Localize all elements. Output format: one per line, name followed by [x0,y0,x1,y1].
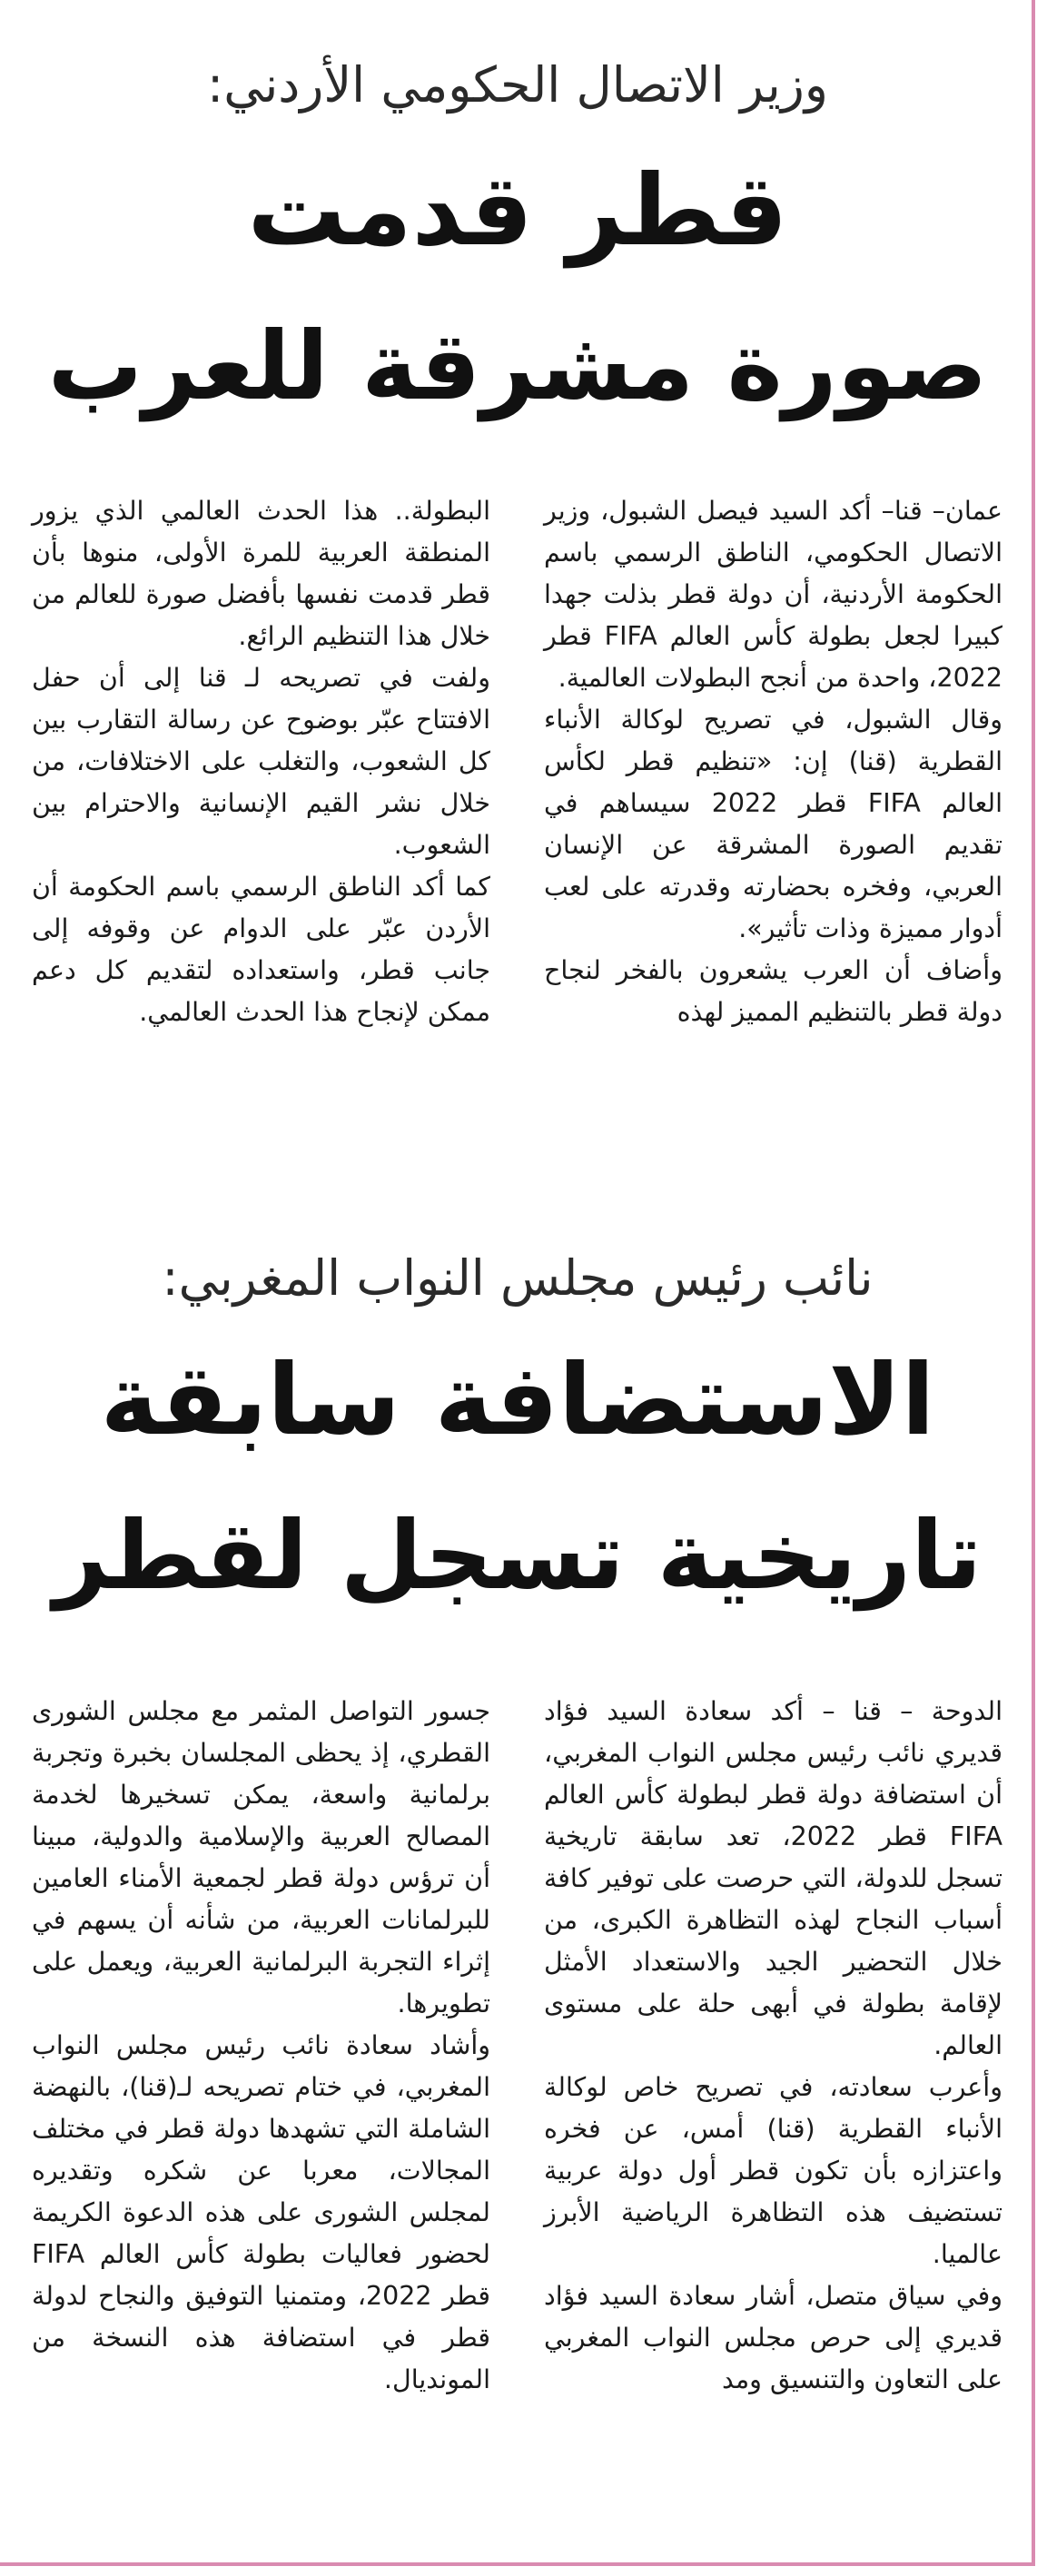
article-jordan-minister [0,0,1035,1180]
paragraph: وأشاد سعادة نائب رئيس مجلس النواب المغربي، في ختام تصريحه لـ(قنا)، بالنهضة الشاملة التي تشهدها دولة قطر في مختلف المجالات، معربا عن شكره وتقديره لمجلس الشورى على هذه الدعوة الكريمة لحضور فعاليات بطولة كأس العالم FIFA قطر 2022، ومتمنيا التوفيق والنجاح لدولة قطر في استضافة هذه النسخة من المونديال. [32,2030,490,2394]
paragraph: البطولة.. هذا الحدث العالمي الذي يزور المنطقة العربية للمرة الأولى، منوها بأن قطر قدمت نفسها بأفضل صورة للعالم من خلال هذا التنظيم الرائع. [32,496,490,651]
paragraph: وأضاف أن العرب يشعرون بالفخر لنجاح دولة قطر بالتنظيم المميز لهذه [544,955,1003,1027]
article-headline-line2: تاريخية تسجل لقطر [53,1500,983,1611]
article-left-column [32,490,490,1033]
article-kicker: نائب رئيس مجلس النواب المغربي: [162,1249,874,1307]
paragraph: وقال الشبول، في تصريح لوكالة الأنباء القطرية (قنا) إن: «تنظيم قطر لكأس العالم FIFA قطر 2022 سيساهم في تقديم الصورة المشرقة عن الإنسان العربي، وفخره بحضارته وقدرته على لعب أدوار مميزة وذات تأثير». [544,705,1003,943]
article-kicker: وزير الاتصال الحكومي الأردني: [207,56,828,114]
article-right-column [544,1691,1003,2401]
article-headline-line1: قطر قدمت [247,154,788,268]
paragraph: كما أكد الناطق الرسمي باسم الحكومة أن الأردن عبّر على الدوام عن وقوفه إلى جانب قطر، واستعداده لتقديم كل دعم ممكن لإنجاح هذا الحدث العالمي. [32,872,490,1027]
paragraph: جسور التواصل المثمر مع مجلس الشورى القطري، إذ يحظى المجلسان بخبرة وتجربة برلمانية واسعة، يمكن تسخيرها لخدمة المصالح العربية والإسلامية والدولية، مبينا أن ترؤس دولة قطر لجمعية الأمناء العامين للبرلمانات العربية، من شأنه أن يسهم في إثراء التجربة البرلمانية العربية، ويعمل على تطويرها. [32,1696,490,2018]
paragraph: الدوحة – قنا – أكد سعادة السيد فؤاد قديري نائب رئيس مجلس النواب المغربي، أن استضافة دولة قطر لبطولة كأس العالم FIFA قطر 2022، تعد سابقة تاريخية تسجل للدولة، التي حرصت على توفير كافة أسباب النجاح لهذه التظاهرة الكبرى، من خلال التحضير الجيد والاستعداد الأمثل لإقامة بطولة في أبهى حلة على مستوى العالم. [544,1696,1003,2060]
article-headline-line2: صورة مشرقة للعرب [47,311,988,421]
paragraph: وأعرب سعادته، في تصريح خاص لوكالة الأنباء القطرية (قنا) أمس، عن فخره واعتزازه بأن تكون قطر أول دولة عربية تستضيف هذه التظاهرة الرياضية الأبرز عالميا. [544,2072,1003,2269]
article-morocco-deputy [0,1217,1035,2570]
paragraph: عمان– قنا– أكد السيد فيصل الشبول، وزير الاتصال الحكومي، الناطق الرسمي باسم الحكومة الأردنية، أن دولة قطر بذلت جهدا كبيرا لجعل بطولة كأس العالم FIFA قطر 2022، واحدة من أنجح البطولات العالمية. [544,496,1003,693]
paragraph: ولفت في تصريحه لـ قنا إلى أن حفل الافتتاح عبّر بوضوح عن رسالة التقارب بين كل الشعوب، والتغلب على الاختلافات، من خلال نشر القيم الإنسانية والاحترام بين الشعوب. [32,663,490,860]
article-right-column [544,490,1003,1033]
paragraph: وفي سياق متصل، أشار سعادة السيد فؤاد قديري إلى حرص مجلس النواب المغربي على التعاون والتنسيق ومد [544,2281,1003,2394]
article-headline-line1: الاستضافة سابقة [100,1344,935,1457]
article-left-column [32,1691,490,2401]
